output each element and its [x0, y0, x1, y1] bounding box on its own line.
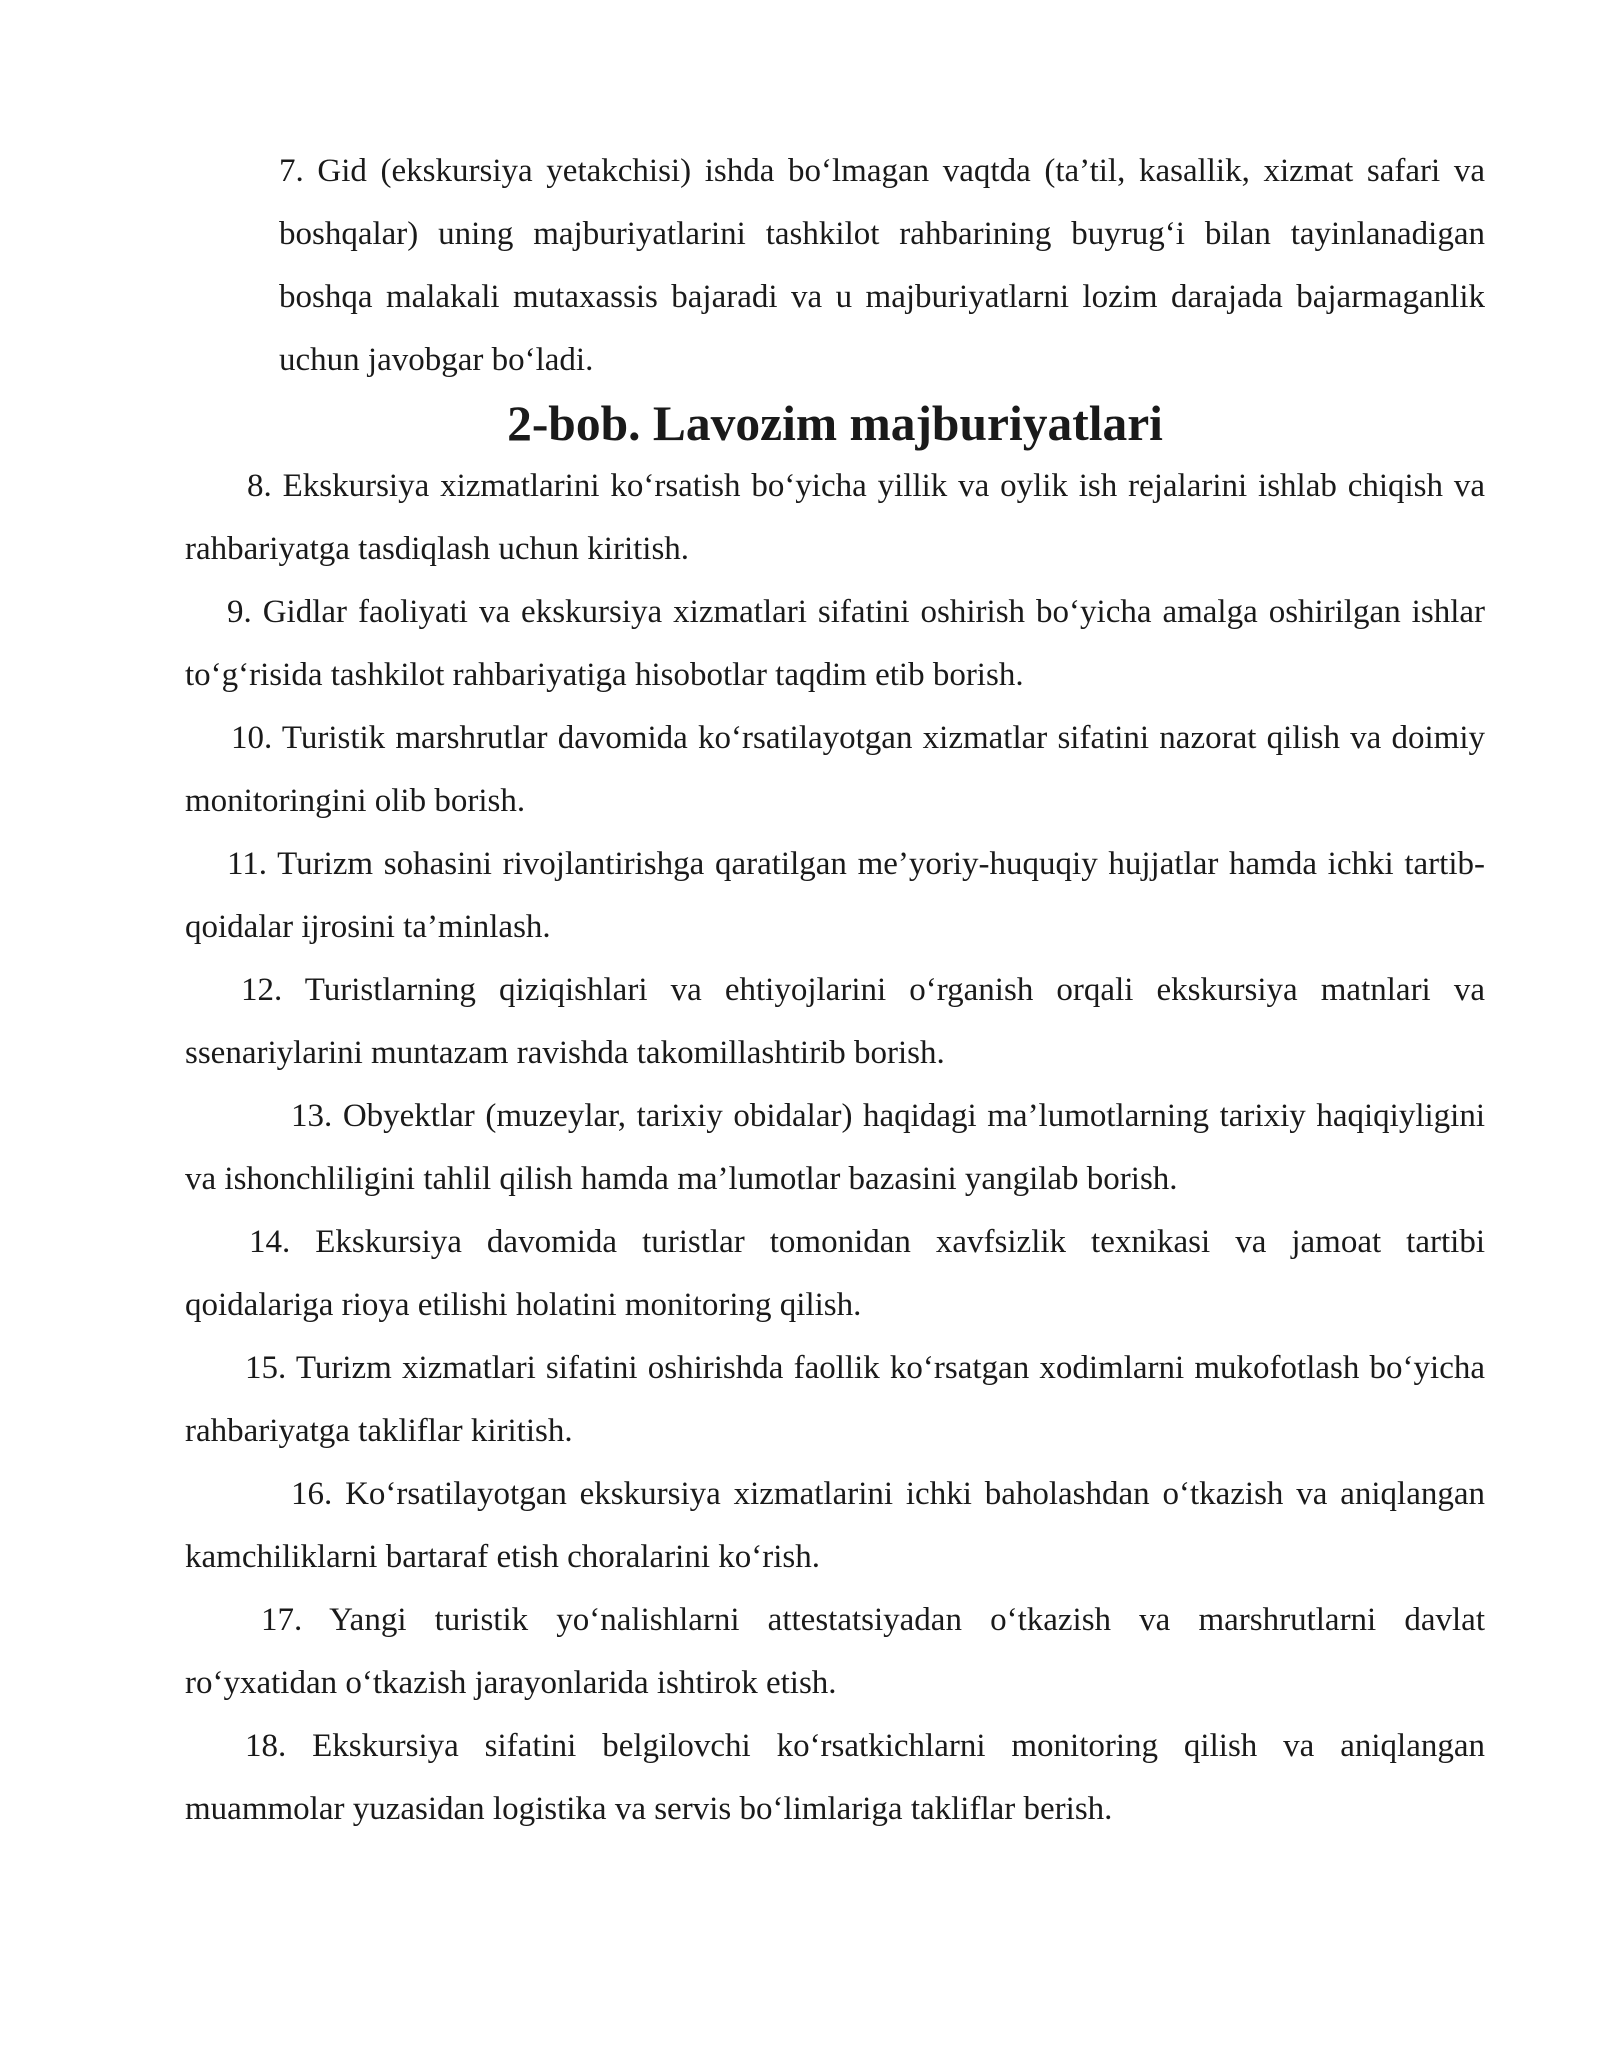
paragraph-item-7: 7. Gid (ekskursiya yetakchisi) ishda bo‘lmagan vaqtda (ta’til, kasallik, xizmat safari va boshqalar) uning majburiyatlarini tashkilot rahbarining buyrug‘i bilan tayinlanadigan boshqa malakali mutaxassis bajaradi va u majburiyatlarni lozim darajada bajarmaganlik uchun javobgar bo‘ladi. — [279, 153, 1485, 378]
chapter-heading: 2-bob. Lavozim majburiyatlari — [507, 396, 1163, 451]
paragraph-item-8: 8. Ekskursiya xizmatlarini ko‘rsatish bo‘yicha yillik va oylik ish rejalarini ishlab chiqish va rahbariyatga tasdiqlash uchun kiritish. — [185, 468, 1485, 567]
paragraph-item-12: 12. Turistlarning qiziqishlari va ehtiyojlarini o‘rganish orqali ekskursiya matnlari va ssenariylarini muntazam ravishda takomillashtirib borish. — [185, 972, 1485, 1071]
paragraph-item-10: 10. Turistik marshrutlar davomida ko‘rsatilayotgan xizmatlar sifatini nazorat qilish va doimiy monitoringini olib borish. — [185, 720, 1485, 819]
paragraph-item-15: 15. Turizm xizmatlari sifatini oshirishda faollik ko‘rsatgan xodimlarni mukofotlash bo‘yicha rahbariyatga takliflar kiritish. — [185, 1350, 1485, 1449]
paragraph-item-9: 9. Gidlar faoliyati va ekskursiya xizmatlari sifatini oshirish bo‘yicha amalga oshirilgan ishlar to‘g‘risida tashkilot rahbariyatiga hisobotlar taqdim etib borish. — [185, 594, 1485, 693]
document-body — [185, 140, 1485, 1841]
paragraph-item-14: 14. Ekskursiya davomida turistlar tomonidan xavfsizlik texnikasi va jamoat tartibi qoidalariga rioya etilishi holatini monitoring qilish. — [185, 1224, 1485, 1323]
paragraph-item-13: 13. Obyektlar (muzeylar, tarixiy obidalar) haqidagi ma’lumotlarning tarixiy haqiqiyligini va ishonchliligini tahlil qilish hamda ma’lumotlar bazasini yangilab borish. — [185, 1098, 1485, 1197]
paragraph-item-17: 17. Yangi turistik yo‘nalishlarni attestatsiyadan o‘tkazish va marshrutlarni davlat ro‘yxatidan o‘tkazish jarayonlarida ishtirok etish. — [185, 1602, 1485, 1701]
paragraph-item-11: 11. Turizm sohasini rivojlantirishga qaratilgan me’yoriy-huquqiy hujjatlar hamda ichki tartib-qoidalar ijrosini ta’minlash. — [185, 846, 1485, 945]
paragraph-item-18: 18. Ekskursiya sifatini belgilovchi ko‘rsatkichlarni monitoring qilish va aniqlangan muammolar yuzasidan logistika va servis bo‘limlariga takliflar berish. — [185, 1728, 1485, 1827]
paragraph-item-16: 16. Ko‘rsatilayotgan ekskursiya xizmatlarini ichki baholashdan o‘tkazish va aniqlangan kamchiliklarni bartaraf etish choralarini ko‘rish. — [185, 1476, 1485, 1575]
